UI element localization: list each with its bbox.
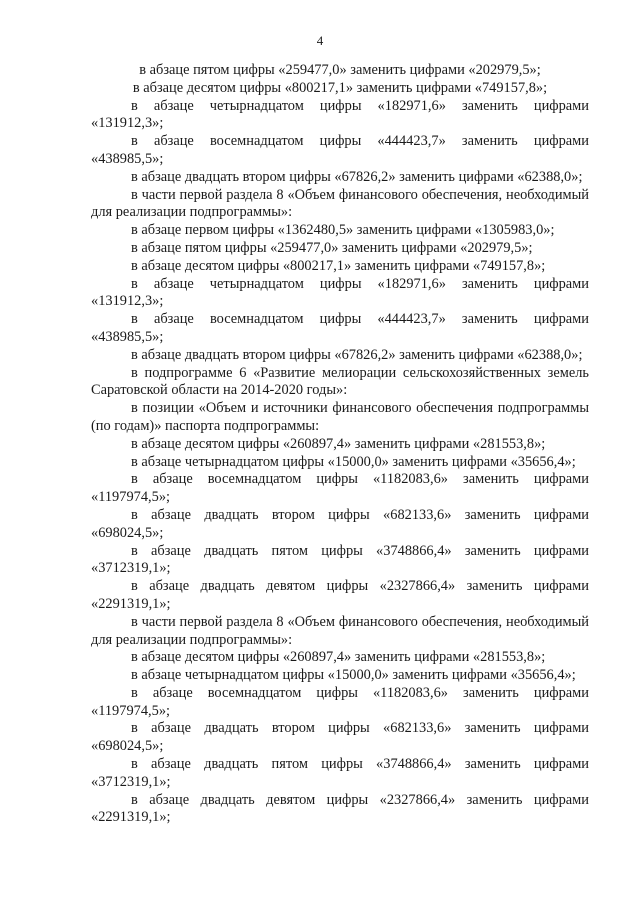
paragraph: в абзаце десятом цифры «800217,1» заменить цифрами «749157,8»;: [132, 79, 548, 96]
paragraph: в абзаце десятом цифры «260897,4» заменить цифрами «281553,8»;: [131, 435, 546, 452]
paragraph: в абзаце двадцать втором цифры «682133,6» заменить цифрами «698024,5»;: [91, 720, 589, 755]
paragraph: в абзаце четырнадцатом цифры «15000,0» заменить цифрами «35656,4»;: [131, 453, 576, 470]
paragraph: в подпрограмме 6 «Развитие мелиорации сельскохозяйственных земель Саратовской области на 2014-2020 годы»:: [91, 364, 589, 399]
paragraph: в абзаце восемнадцатом цифры «1182083,6» заменить цифрами «1197974,5»;: [91, 684, 589, 719]
paragraph: в части первой раздела 8 «Объем финансового обеспечения, необходимый для реализации подпрограммы»:: [91, 186, 589, 221]
page-number: 4: [316, 33, 324, 48]
paragraph: в абзаце двадцать втором цифры «682133,6» заменить цифрами «698024,5»;: [91, 506, 589, 541]
paragraph: в абзаце двадцать пятом цифры «3748866,4» заменить цифрами «3712319,1»;: [91, 756, 589, 790]
paragraph: в абзаце восемнадцатом цифры «444423,7» заменить цифрами «438985,5»;: [91, 311, 589, 345]
paragraph: в абзаце двадцать втором цифры «67826,2» заменить цифрами «62388,0»;: [131, 168, 583, 185]
paragraph: в абзаце десятом цифры «800217,1» заменить цифрами «749157,8»;: [131, 257, 546, 274]
paragraph: в абзаце восемнадцатом цифры «1182083,6» заменить цифрами «1197974,5»;: [91, 471, 589, 506]
paragraph: в абзаце двадцать девятом цифры «2327866,4» заменить цифрами «2291319,1»;: [91, 578, 589, 612]
document-body: [91, 62, 589, 827]
paragraph: в абзаце двадцать втором цифры «67826,2» заменить цифрами «62388,0»;: [131, 346, 583, 363]
paragraph: в абзаце двадцать девятом цифры «2327866,4» заменить цифрами «2291319,1»;: [91, 791, 589, 826]
paragraph: в позиции «Объем и источники финансового обеспечения подпрограммы (по годам)» паспорта подпрограммы:: [91, 400, 589, 434]
paragraph: в абзаце пятом цифры «259477,0» заменить цифрами «202979,5»;: [139, 62, 541, 78]
paragraph: в абзаце четырнадцатом цифры «182971,6» заменить цифрами «131912,3»;: [91, 97, 589, 132]
paragraph: в абзаце первом цифры «1362480,5» заменить цифрами «1305983,0»;: [131, 222, 555, 239]
paragraph: в абзаце четырнадцатом цифры «182971,6» заменить цифрами «131912,3»;: [91, 275, 589, 310]
paragraph: в абзаце двадцать пятом цифры «3748866,4» заменить цифрами «3712319,1»;: [91, 542, 589, 577]
paragraph: в абзаце десятом цифры «260897,4» заменить цифрами «281553,8»;: [131, 649, 546, 666]
paragraph: в части первой раздела 8 «Объем финансового обеспечения, необходимый для реализации подпрограммы»:: [91, 613, 589, 648]
paragraph: в абзаце восемнадцатом цифры «444423,7» заменить цифрами «438985,5»;: [91, 133, 589, 167]
paragraph: в абзаце четырнадцатом цифры «15000,0» заменить цифрами «35656,4»;: [131, 667, 576, 684]
paragraph: в абзаце пятом цифры «259477,0» заменить цифрами «202979,5»;: [131, 239, 533, 256]
